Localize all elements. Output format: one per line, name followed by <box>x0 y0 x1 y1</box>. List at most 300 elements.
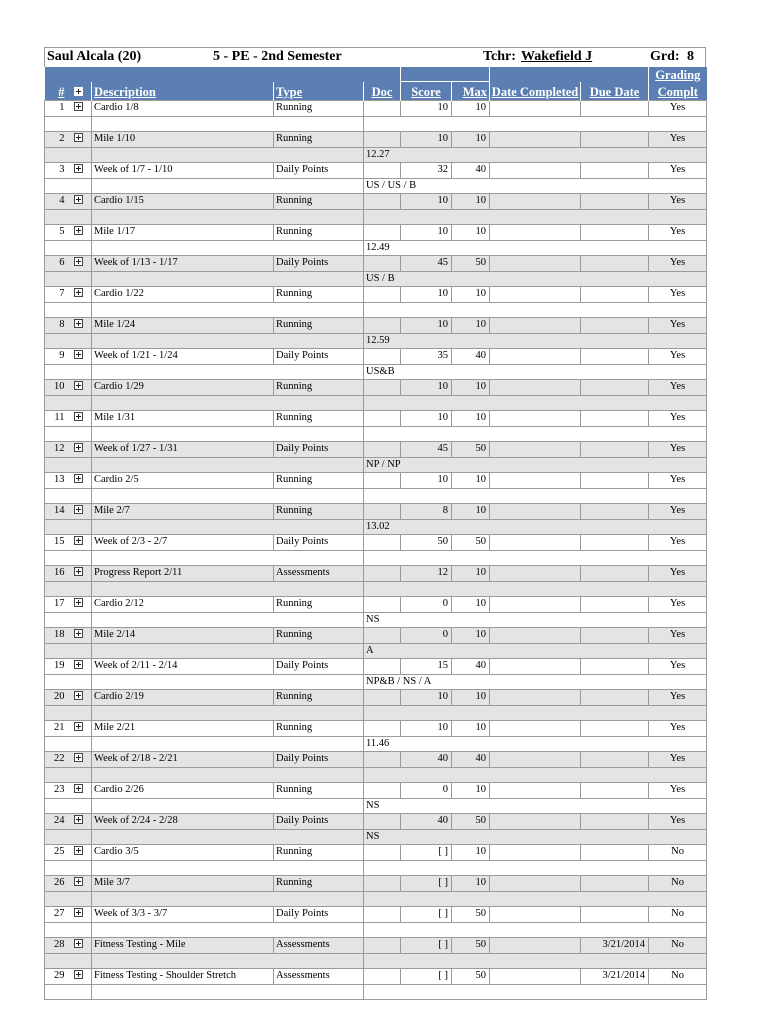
date-completed-cell <box>490 442 581 458</box>
expand-row-icon[interactable] <box>67 380 92 396</box>
table-row[interactable] <box>45 194 707 210</box>
assignment-note: NP&B / NS / A <box>364 674 707 690</box>
row-number: 24 <box>45 814 67 830</box>
date-completed-cell <box>490 814 581 830</box>
table-row[interactable] <box>45 380 707 396</box>
assignment-description[interactable]: Week of 1/27 - 1/31 <box>92 442 274 458</box>
assignment-note: A <box>364 643 707 659</box>
table-row[interactable] <box>45 442 707 458</box>
max-cell: 10 <box>452 721 490 737</box>
doc-cell <box>364 256 401 272</box>
note-spacer-2 <box>92 488 364 504</box>
note-row <box>45 333 707 349</box>
expand-row-icon[interactable] <box>67 938 92 954</box>
expand-row-icon[interactable] <box>67 504 92 520</box>
table-row[interactable] <box>45 163 707 179</box>
note-row <box>45 612 707 628</box>
score-cell[interactable]: 10 <box>401 287 452 303</box>
assignment-description[interactable]: Fitness Testing - Shoulder Stretch <box>92 969 274 985</box>
table-row[interactable] <box>45 969 707 985</box>
grading-complete-cell: Yes <box>649 628 707 644</box>
max-cell: 10 <box>452 845 490 861</box>
due-date-cell <box>581 473 649 489</box>
assignment-type: Daily Points <box>274 907 364 923</box>
grading-complete-cell: No <box>649 907 707 923</box>
note-spacer <box>45 860 92 876</box>
doc-cell <box>364 194 401 210</box>
max-cell: 50 <box>452 535 490 551</box>
assignment-type: Running <box>274 783 364 799</box>
assignment-note <box>364 984 707 1000</box>
row-number: 3 <box>45 163 67 179</box>
assignment-type: Running <box>274 628 364 644</box>
table-row[interactable] <box>45 845 707 861</box>
doc-cell <box>364 597 401 613</box>
expand-row-icon[interactable] <box>67 876 92 892</box>
table-row[interactable] <box>45 597 707 613</box>
assignment-description[interactable]: Mile 2/14 <box>92 628 274 644</box>
score-cell[interactable]: 50 <box>401 535 452 551</box>
note-row <box>45 240 707 256</box>
assignment-note <box>364 395 707 411</box>
assignment-note <box>364 705 707 721</box>
assignment-note <box>364 767 707 783</box>
table-row[interactable] <box>45 535 707 551</box>
grading-complete-cell: Yes <box>649 690 707 706</box>
assignment-type: Running <box>274 721 364 737</box>
note-spacer <box>45 488 92 504</box>
score-cell[interactable]: 35 <box>401 349 452 365</box>
assignment-type: Assessments <box>274 566 364 582</box>
score-cell[interactable]: 0 <box>401 597 452 613</box>
table-row[interactable] <box>45 814 707 830</box>
expand-row-icon[interactable] <box>67 690 92 706</box>
score-cell[interactable]: 40 <box>401 752 452 768</box>
due-date-cell: 3/21/2014 <box>581 938 649 954</box>
row-number: 2 <box>45 132 67 148</box>
row-number: 7 <box>45 287 67 303</box>
assignment-type: Running <box>274 690 364 706</box>
grading-complete-cell: Yes <box>649 225 707 241</box>
note-spacer <box>45 705 92 721</box>
note-spacer-2 <box>92 860 364 876</box>
row-number: 15 <box>45 535 67 551</box>
assignment-description[interactable]: Week of 2/11 - 2/14 <box>92 659 274 675</box>
assignment-description[interactable]: Cardio 2/26 <box>92 783 274 799</box>
row-number: 9 <box>45 349 67 365</box>
doc-cell <box>364 566 401 582</box>
date-completed-cell <box>490 132 581 148</box>
doc-cell <box>364 845 401 861</box>
table-row[interactable] <box>45 566 707 582</box>
col-doc[interactable]: Doc <box>364 82 401 101</box>
assignment-description[interactable]: Mile 1/24 <box>92 318 274 334</box>
max-cell: 50 <box>452 442 490 458</box>
doc-cell <box>364 287 401 303</box>
table-row[interactable] <box>45 318 707 334</box>
max-cell: 10 <box>452 473 490 489</box>
gradebook-sheet <box>44 47 706 1000</box>
max-cell: 10 <box>452 783 490 799</box>
assignment-description[interactable]: Week of 1/13 - 1/17 <box>92 256 274 272</box>
expand-row-icon[interactable] <box>67 721 92 737</box>
table-row[interactable] <box>45 287 707 303</box>
due-date-cell <box>581 225 649 241</box>
expand-row-icon[interactable] <box>67 442 92 458</box>
note-row <box>45 426 707 442</box>
note-spacer <box>45 457 92 473</box>
assignment-note <box>364 550 707 566</box>
note-row <box>45 550 707 566</box>
note-spacer-2 <box>92 705 364 721</box>
assignment-description[interactable]: Cardio 2/12 <box>92 597 274 613</box>
score-cell[interactable]: 10 <box>401 473 452 489</box>
table-row[interactable] <box>45 349 707 365</box>
doc-cell <box>364 349 401 365</box>
assignment-type: Daily Points <box>274 442 364 458</box>
assignment-note: 11.46 <box>364 736 707 752</box>
note-row <box>45 395 707 411</box>
note-spacer-2 <box>92 798 364 814</box>
table-row[interactable] <box>45 504 707 520</box>
assignment-type: Daily Points <box>274 659 364 675</box>
assignment-description[interactable]: Mile 1/17 <box>92 225 274 241</box>
table-row[interactable] <box>45 690 707 706</box>
row-number: 18 <box>45 628 67 644</box>
assignment-description[interactable]: Mile 2/7 <box>92 504 274 520</box>
date-completed-cell <box>490 194 581 210</box>
grading-complete-cell: Yes <box>649 132 707 148</box>
table-row[interactable] <box>45 876 707 892</box>
expand-row-icon[interactable] <box>67 473 92 489</box>
note-spacer-2 <box>92 984 364 1000</box>
doc-cell <box>364 473 401 489</box>
row-number: 23 <box>45 783 67 799</box>
assignment-description[interactable]: Cardio 2/5 <box>92 473 274 489</box>
expand-all-icon[interactable] <box>67 82 92 101</box>
assignment-description[interactable]: Cardio 2/19 <box>92 690 274 706</box>
note-spacer <box>45 767 92 783</box>
grading-complete-cell: Yes <box>649 721 707 737</box>
assignment-type: Running <box>274 194 364 210</box>
score-cell[interactable]: [ ] <box>401 845 452 861</box>
assignment-description[interactable]: Week of 1/21 - 1/24 <box>92 349 274 365</box>
score-cell[interactable]: 0 <box>401 783 452 799</box>
expand-row-icon[interactable] <box>67 659 92 675</box>
assignment-note <box>364 953 707 969</box>
score-cell[interactable]: 0 <box>401 628 452 644</box>
score-cell[interactable]: 15 <box>401 659 452 675</box>
doc-cell <box>364 225 401 241</box>
row-number: 16 <box>45 566 67 582</box>
note-row <box>45 178 707 194</box>
score-cell[interactable]: [ ] <box>401 938 452 954</box>
note-spacer-2 <box>92 519 364 535</box>
col-max[interactable]: Max <box>452 82 490 101</box>
date-completed-cell <box>490 752 581 768</box>
assignment-description[interactable]: Week of 2/18 - 2/21 <box>92 752 274 768</box>
table-row[interactable] <box>45 907 707 923</box>
due-date-cell <box>581 380 649 396</box>
max-cell: 10 <box>452 380 490 396</box>
note-spacer-2 <box>92 457 364 473</box>
note-spacer <box>45 736 92 752</box>
expand-row-icon[interactable] <box>67 287 92 303</box>
note-row <box>45 984 707 1000</box>
doc-cell <box>364 659 401 675</box>
due-date-cell <box>581 287 649 303</box>
col-number[interactable]: # <box>45 82 67 101</box>
table-row[interactable] <box>45 721 707 737</box>
note-spacer <box>45 333 92 349</box>
expand-row-icon[interactable] <box>67 752 92 768</box>
assignment-type: Daily Points <box>274 256 364 272</box>
grade-label: Grd: <box>650 49 680 64</box>
expand-row-icon[interactable] <box>67 101 92 117</box>
note-spacer-2 <box>92 147 364 163</box>
expand-row-icon[interactable] <box>67 845 92 861</box>
expand-row-icon[interactable] <box>67 349 92 365</box>
max-cell: 40 <box>452 163 490 179</box>
date-completed-cell <box>490 318 581 334</box>
score-cell[interactable]: 10 <box>401 380 452 396</box>
assignment-description[interactable]: Mile 2/21 <box>92 721 274 737</box>
expand-row-icon[interactable] <box>67 783 92 799</box>
grading-complete-cell: Yes <box>649 783 707 799</box>
note-spacer-2 <box>92 426 364 442</box>
note-spacer <box>45 953 92 969</box>
assignment-description[interactable]: Cardio 1/29 <box>92 380 274 396</box>
assignment-description[interactable]: Cardio 1/15 <box>92 194 274 210</box>
note-spacer-2 <box>92 643 364 659</box>
col-grading-top[interactable]: Grading <box>649 67 707 82</box>
due-date-cell <box>581 566 649 582</box>
note-spacer-2 <box>92 612 364 628</box>
note-row <box>45 364 707 380</box>
score-cell[interactable]: 45 <box>401 256 452 272</box>
expand-row-icon[interactable] <box>67 256 92 272</box>
due-date-cell <box>581 628 649 644</box>
note-spacer-2 <box>92 953 364 969</box>
col-score[interactable]: Score <box>401 82 452 101</box>
note-row <box>45 302 707 318</box>
date-completed-cell <box>490 876 581 892</box>
score-cell[interactable]: 45 <box>401 442 452 458</box>
max-cell: 50 <box>452 256 490 272</box>
assignment-note <box>364 581 707 597</box>
note-row <box>45 643 707 659</box>
col-type[interactable]: Type <box>274 82 364 101</box>
doc-cell <box>364 132 401 148</box>
expand-row-icon[interactable] <box>67 535 92 551</box>
expand-row-icon[interactable] <box>67 318 92 334</box>
max-cell: 10 <box>452 225 490 241</box>
doc-cell <box>364 535 401 551</box>
score-cell[interactable]: 10 <box>401 132 452 148</box>
note-spacer-2 <box>92 333 364 349</box>
col-due-date[interactable]: Due Date <box>581 82 649 101</box>
assignment-note <box>364 860 707 876</box>
table-row[interactable] <box>45 783 707 799</box>
assignment-description[interactable]: Progress Report 2/11 <box>92 566 274 582</box>
row-number: 6 <box>45 256 67 272</box>
row-number: 25 <box>45 845 67 861</box>
doc-cell <box>364 380 401 396</box>
note-spacer <box>45 519 92 535</box>
note-row <box>45 488 707 504</box>
due-date-cell <box>581 690 649 706</box>
table-row[interactable] <box>45 938 707 954</box>
assignment-description[interactable]: Week of 3/3 - 3/7 <box>92 907 274 923</box>
table-row[interactable] <box>45 473 707 489</box>
expand-row-icon[interactable] <box>67 225 92 241</box>
grading-complete-cell: Yes <box>649 442 707 458</box>
score-cell[interactable]: [ ] <box>401 876 452 892</box>
expand-row-icon[interactable] <box>67 411 92 427</box>
assignment-note: US&B <box>364 364 707 380</box>
grading-complete-cell: Yes <box>649 659 707 675</box>
note-spacer <box>45 271 92 287</box>
score-cell[interactable]: 10 <box>401 690 452 706</box>
expand-row-icon[interactable] <box>67 814 92 830</box>
max-cell: 40 <box>452 752 490 768</box>
assignments-table <box>44 67 707 1000</box>
expand-row-icon[interactable] <box>67 566 92 582</box>
due-date-cell: 3/21/2014 <box>581 969 649 985</box>
assignment-description[interactable]: Mile 1/31 <box>92 411 274 427</box>
table-row[interactable] <box>45 101 707 117</box>
assignment-note: US / US / B <box>364 178 707 194</box>
note-row <box>45 519 707 535</box>
doc-cell <box>364 876 401 892</box>
note-spacer-2 <box>92 364 364 380</box>
score-cell[interactable]: 10 <box>401 318 452 334</box>
table-row[interactable] <box>45 659 707 675</box>
table-row[interactable] <box>45 132 707 148</box>
date-completed-cell <box>490 845 581 861</box>
table-row[interactable] <box>45 256 707 272</box>
table-row[interactable] <box>45 225 707 241</box>
assignment-description[interactable]: Fitness Testing - Mile <box>92 938 274 954</box>
due-date-cell <box>581 318 649 334</box>
table-row[interactable] <box>45 628 707 644</box>
score-cell[interactable]: [ ] <box>401 969 452 985</box>
grading-complete-cell: No <box>649 938 707 954</box>
doc-cell <box>364 442 401 458</box>
assignment-type: Running <box>274 225 364 241</box>
note-spacer <box>45 891 92 907</box>
score-cell[interactable]: [ ] <box>401 907 452 923</box>
assignment-type: Daily Points <box>274 535 364 551</box>
score-cell[interactable]: 32 <box>401 163 452 179</box>
due-date-cell <box>581 163 649 179</box>
expand-row-icon[interactable] <box>67 132 92 148</box>
assignment-description[interactable]: Week of 1/7 - 1/10 <box>92 163 274 179</box>
assignment-description[interactable]: Week of 2/3 - 2/7 <box>92 535 274 551</box>
score-cell[interactable]: 10 <box>401 194 452 210</box>
score-cell[interactable]: 10 <box>401 411 452 427</box>
doc-cell <box>364 938 401 954</box>
date-completed-cell <box>490 411 581 427</box>
assignment-rows <box>45 101 707 1000</box>
note-spacer <box>45 178 92 194</box>
date-completed-cell <box>490 380 581 396</box>
col-description[interactable]: Description <box>92 82 274 101</box>
due-date-cell <box>581 876 649 892</box>
date-completed-cell <box>490 504 581 520</box>
date-completed-cell <box>490 690 581 706</box>
max-cell: 40 <box>452 659 490 675</box>
grading-complete-cell: Yes <box>649 163 707 179</box>
note-spacer-2 <box>92 240 364 256</box>
assignment-type: Running <box>274 876 364 892</box>
score-cell[interactable]: 8 <box>401 504 452 520</box>
score-cell[interactable]: 10 <box>401 101 452 117</box>
note-spacer <box>45 209 92 225</box>
row-number: 27 <box>45 907 67 923</box>
assignment-description[interactable]: Mile 1/10 <box>92 132 274 148</box>
table-row[interactable] <box>45 411 707 427</box>
expand-row-icon[interactable] <box>67 907 92 923</box>
expand-row-icon[interactable] <box>67 969 92 985</box>
assignment-note: NP / NP <box>364 457 707 473</box>
expand-row-icon[interactable] <box>67 194 92 210</box>
date-completed-cell <box>490 969 581 985</box>
assignment-description[interactable]: Cardio 3/5 <box>92 845 274 861</box>
assignment-type: Running <box>274 845 364 861</box>
expand-row-icon[interactable] <box>67 597 92 613</box>
note-spacer-2 <box>92 922 364 938</box>
assignment-type: Daily Points <box>274 752 364 768</box>
note-spacer <box>45 829 92 845</box>
doc-cell <box>364 907 401 923</box>
note-row <box>45 674 707 690</box>
expand-row-icon[interactable] <box>67 163 92 179</box>
date-completed-cell <box>490 721 581 737</box>
assignment-description[interactable]: Cardio 1/22 <box>92 287 274 303</box>
assignment-description[interactable]: Cardio 1/8 <box>92 101 274 117</box>
doc-cell <box>364 783 401 799</box>
due-date-cell <box>581 101 649 117</box>
score-cell[interactable]: 12 <box>401 566 452 582</box>
student-header <box>44 47 706 67</box>
col-date-completed[interactable]: Date Completed <box>490 82 581 101</box>
row-number: 19 <box>45 659 67 675</box>
teacher-name: Wakefield J <box>521 49 593 64</box>
row-number: 20 <box>45 690 67 706</box>
max-cell: 10 <box>452 628 490 644</box>
expand-row-icon[interactable] <box>67 628 92 644</box>
due-date-cell <box>581 783 649 799</box>
date-completed-cell <box>490 473 581 489</box>
assignment-description[interactable]: Mile 3/7 <box>92 876 274 892</box>
score-cell[interactable]: 10 <box>401 721 452 737</box>
col-grading-complete[interactable]: Complt <box>649 82 707 101</box>
max-cell: 10 <box>452 318 490 334</box>
assignment-description[interactable]: Week of 2/24 - 2/28 <box>92 814 274 830</box>
assignment-note <box>364 891 707 907</box>
max-cell: 10 <box>452 287 490 303</box>
grading-complete-cell: Yes <box>649 566 707 582</box>
due-date-cell <box>581 752 649 768</box>
note-spacer-2 <box>92 209 364 225</box>
date-completed-cell <box>490 597 581 613</box>
score-cell[interactable]: 40 <box>401 814 452 830</box>
doc-cell <box>364 318 401 334</box>
max-cell: 10 <box>452 876 490 892</box>
table-row[interactable] <box>45 752 707 768</box>
score-cell[interactable]: 10 <box>401 225 452 241</box>
